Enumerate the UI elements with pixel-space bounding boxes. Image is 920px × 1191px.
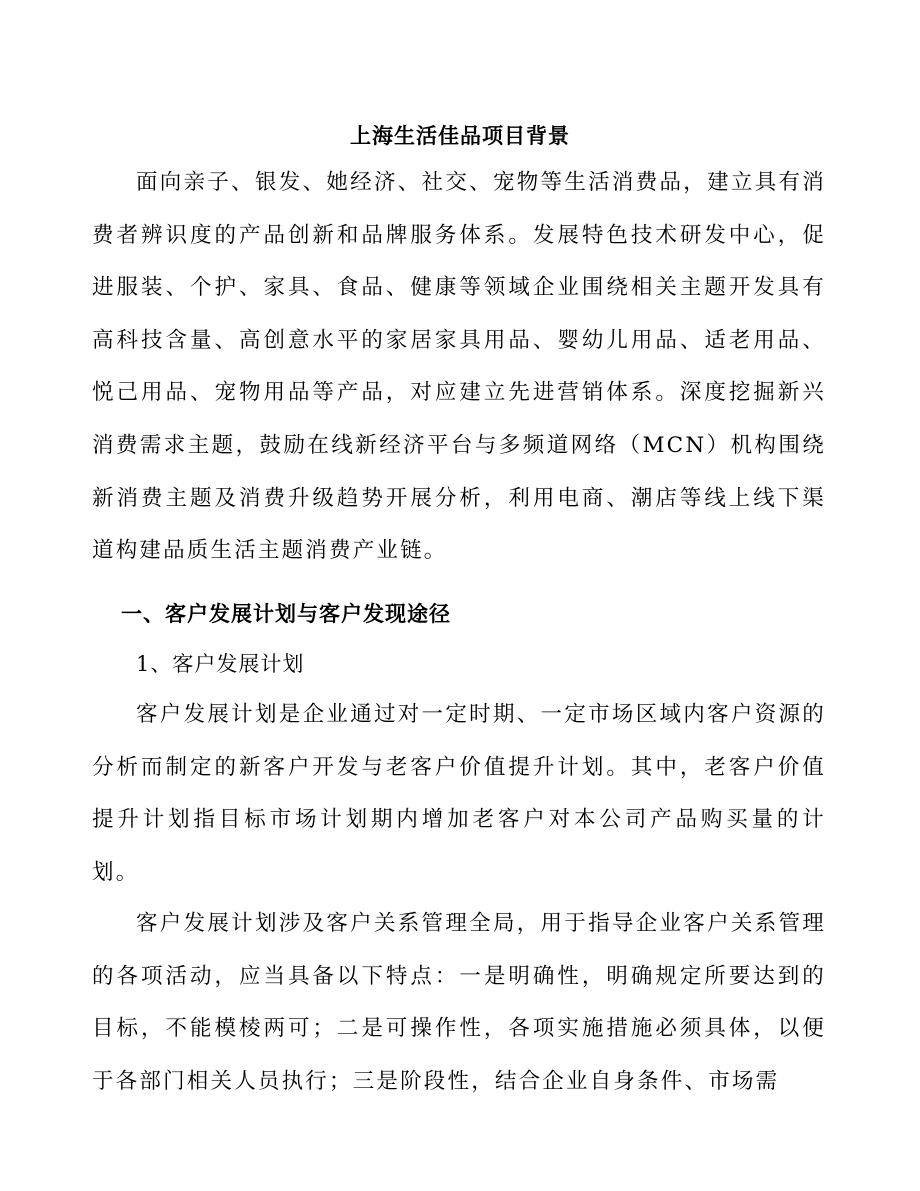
subsection-heading: 1、客户发展计划 (136, 652, 305, 676)
body-paragraph-plan-features: 客户发展计划涉及客户关系管理全局，用于指导企业客户关系管理的各项活动，应当具备以下特点：一是明确性，明确规定所要达到的目标，不能模棱两可；二是可操作性，各项实施措施必须具体，以便于各部门相关人员执行；三是阶段性，结合企业自身条件、市场需 (92, 911, 826, 1094)
document-title: 上海生活佳品项目背景 (350, 123, 570, 148)
section-heading: 一、客户发展计划与客户发现途径 (121, 601, 451, 626)
body-paragraph-customer-plan: 客户发展计划是企业通过对一定时期、一定市场区域内客户资源的分析而制定的新客户开发与老客户价值提升计划。其中，老客户价值提升计划指目标市场计划期内增加老客户对本公司产品购买量的计划。 (92, 702, 826, 885)
intro-paragraph: 面向亲子、银发、她经济、社交、宠物等生活消费品，建立具有消费者辨识度的产品创新和品牌服务体系。发展特色技术研发中心，促进服装、个护、家具、食品、健康等领域企业围绕相关主题开发具有高科技含量、高创意水平的家居家具用品、婴幼儿用品、适老用品、悦己用品、宠物用品等产品，对应建立先进营销体系。深度挖掘新兴消费需求主题，鼓励在线新经济平台与多频道网络（MCN）机构围绕新消费主题及消费升级趋势开展分析，利用电商、潮店等线上线下渠道构建品质生活主题消费产业链。 (92, 170, 826, 564)
